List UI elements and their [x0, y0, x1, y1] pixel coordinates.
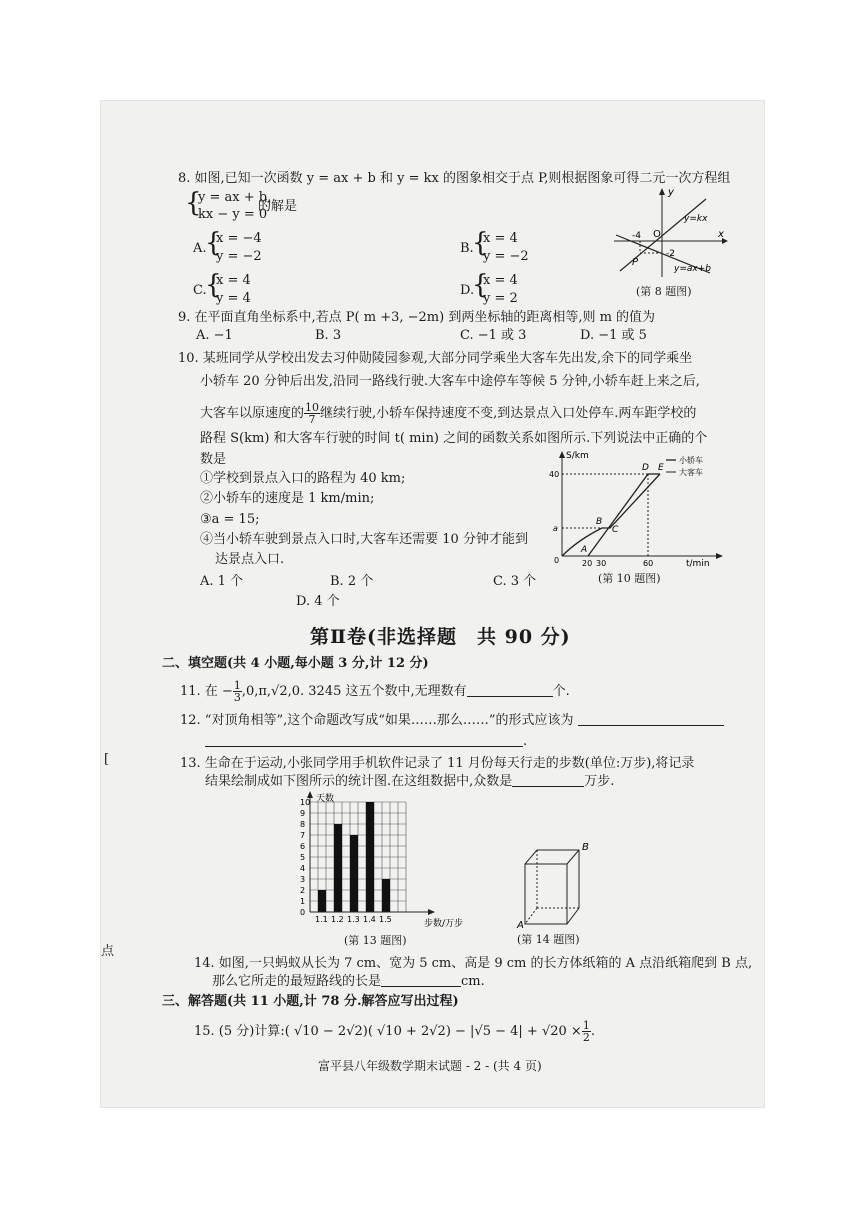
- q10-t-arrow: [716, 553, 723, 559]
- q10-s-arrow: [559, 451, 565, 458]
- q15-end: .: [590, 1024, 595, 1039]
- q14-edge-top-right: [567, 850, 579, 864]
- q13-y-tick-label: 7: [300, 831, 306, 840]
- q10-option-d: D. 4 个: [296, 594, 340, 609]
- q14-caption: (第 14 题图): [517, 933, 580, 946]
- q12-line-2: [205, 733, 527, 751]
- q13-x-tick-label: 1.5: [379, 915, 392, 924]
- q8-option-d-y: y = 2: [483, 291, 518, 306]
- q10-bus-line: [562, 474, 660, 556]
- q11-answer-blank[interactable]: [467, 684, 553, 697]
- q13-y-tick-label: 2: [300, 886, 306, 895]
- q10-tick-60: 60: [643, 559, 654, 568]
- q13-x-arrow: [428, 909, 435, 915]
- q14-hidden-left: [525, 908, 537, 924]
- q8-tick-m4: -4: [632, 231, 641, 241]
- q11-part-a: 11. 在 −: [180, 684, 233, 699]
- q8-system-eq2: kx − y = 0: [198, 207, 268, 222]
- q13-y-label: 天数: [316, 794, 335, 804]
- q15-frac-num: 1: [582, 1019, 590, 1032]
- q9-option-c: C. −1 或 3: [460, 328, 527, 343]
- q10-t-label: t/min: [686, 559, 710, 569]
- q10-tick-30: 30: [596, 559, 607, 568]
- q13-y-tick-label: 8: [300, 820, 306, 829]
- q8-option-a-brace: {: [205, 228, 222, 258]
- q11-part-b: ,0,π,√2,0. 3245 这五个数中,无理数有: [241, 684, 467, 699]
- q10-tick-20: 20: [582, 559, 593, 568]
- fill-in-section-heading: 二、填空题(共 4 小题,每小题 3 分,计 12 分): [162, 656, 429, 671]
- q10-line-4: 路程 S(km) 和大客车行驶的时间 t( min) 之间的函数关系如图所示.下列说法中正确的个: [200, 431, 708, 446]
- q10-point-d: D: [642, 463, 649, 473]
- q15-frac-den: 2: [582, 1031, 590, 1044]
- q12-answer-blank-2[interactable]: [205, 734, 523, 747]
- q10-statement-4-cont: 达景点入口.: [215, 552, 285, 567]
- q13-bar: [382, 879, 390, 912]
- q13-line-2a: 结果绘制成如下图所示的统计图.在这组数据中,众数是: [205, 774, 513, 789]
- q12: [180, 712, 724, 730]
- q8-option-b-x: x = 4: [483, 231, 518, 246]
- margin-mark-bracket: [: [104, 752, 110, 767]
- q11-part-c: 个.: [552, 684, 570, 699]
- q10-statement-2: ②小轿车的速度是 1 km/min;: [200, 491, 375, 506]
- q10-statement-4: ④当小轿车驶到景点入口时,大客车还需要 10 分钟才能到: [200, 532, 528, 547]
- q13-line-1: 13. 生命在于运动,小张同学用手机软件记录了 11 月份每天行走的步数(单位:万步),将记录: [180, 756, 695, 771]
- page-footer: 富平县八年级数学期末试题 - 2 - (共 4 页): [318, 1059, 542, 1073]
- q13-x-tick-label: 1.2: [331, 915, 344, 924]
- q10-point-c: C: [612, 525, 619, 535]
- q11-frac-den: 3: [233, 691, 241, 704]
- q12-stem: 12. “对顶角相等”,这个命题改写成“如果……那么……”的形式应该为: [180, 713, 574, 728]
- q8-origin-label: O: [653, 229, 661, 240]
- q8-x-label: x: [718, 229, 724, 240]
- q8-y-label: y: [668, 187, 674, 198]
- q13-y-tick-label: 10: [300, 798, 311, 807]
- q10-line-3b: 继续行驶,小轿车保持速度不变,到达景点入口处停车.两车距学校的: [320, 406, 697, 421]
- q13-y-tick-label: 3: [300, 875, 306, 884]
- q10-frac-den: 7: [308, 413, 316, 426]
- q8-brace: {: [185, 188, 202, 218]
- q8-option-a-label: A.: [193, 241, 207, 256]
- q8-y-arrow: [659, 188, 665, 195]
- q13-bar: [318, 890, 326, 912]
- q11-fraction: [233, 680, 242, 703]
- q8-option-b-brace: {: [472, 228, 489, 258]
- q15: [194, 1020, 595, 1043]
- q13-y-tick-label: 6: [300, 842, 306, 851]
- q14-point-b: B: [582, 842, 589, 853]
- q13-chart-xticks: [315, 915, 392, 924]
- q11: [180, 680, 570, 703]
- q12-answer-blank-1[interactable]: [578, 713, 724, 726]
- q8-option-a-x: x = −4: [216, 231, 262, 246]
- q15-fraction: [582, 1020, 591, 1043]
- q10-frac-num: 10: [305, 401, 320, 414]
- q10-fraction: [304, 402, 320, 425]
- q8-system-eq1: y = ax + b,: [198, 190, 272, 205]
- solve-section-heading: 三、解答题(共 11 小题,计 78 分.解答应写出过程): [162, 994, 459, 1009]
- q10-s-label: S/km: [566, 451, 589, 461]
- q13-bar-chart: [288, 790, 488, 932]
- q14-point-a: A: [517, 920, 524, 930]
- q10-statement-3: ③a = 15;: [200, 512, 260, 527]
- q14-line-2a: 那么它所走的最短路线的长是: [212, 974, 382, 989]
- q13-y-tick-label: 1: [300, 897, 306, 906]
- q8-tick-m2: -2: [666, 249, 675, 259]
- q14-line-2: [212, 973, 485, 991]
- q8-stem-tail: 的解是: [258, 199, 298, 214]
- q8-option-c-y: y = 4: [216, 291, 251, 306]
- q10-point-e: E: [658, 463, 664, 473]
- q13-x-tick-label: 1.1: [315, 915, 328, 924]
- q10-point-a: A: [581, 545, 588, 555]
- q8-label-kx: y=kx: [684, 214, 708, 224]
- q13-y-tick-label: 4: [300, 864, 306, 873]
- q9-option-b: B. 3: [315, 328, 342, 343]
- margin-mark-char: 点: [101, 944, 115, 959]
- q14-line-1: 14. 如图,一只蚂蚁从长为 7 cm、宽为 5 cm、高是 9 cm 的长方体纸箱的 A 点沿纸箱爬到 B 点,: [194, 956, 753, 971]
- q10-legend-car: 小轿车: [679, 456, 703, 465]
- q10-tick-0: 0: [554, 556, 560, 565]
- q13-x-label: 步数/万步: [424, 919, 464, 929]
- q13-bar: [366, 802, 374, 912]
- q13-bar: [350, 835, 358, 912]
- q8-stem: 8. 如图,已知一次函数 y = ax + b 和 y = kx 的图象相交于点 P,则根据图象可得二元一次方程组: [178, 171, 731, 186]
- q8-label-axb: y=ax+b: [674, 264, 711, 274]
- q13-caption: (第 13 题图): [344, 934, 407, 947]
- q15-expression: 15. (5 分)计算:( √10 − 2√2)( √10 + 2√2) − |√5 − 4| + √20 ×: [194, 1024, 582, 1039]
- q11-frac-num: 1: [233, 679, 241, 692]
- q10-option-b: B. 2 个: [330, 574, 374, 589]
- q13-x-tick-label: 1.3: [347, 915, 360, 924]
- q8-option-c-x: x = 4: [216, 273, 251, 288]
- q14-box-outline: [525, 850, 579, 924]
- q10-line-1: 10. 某班同学从学校出发去习仲勋陵园参观,大部分同学乘坐大客车先出发,余下的同学乘坐: [178, 351, 693, 366]
- q10-statement-1: ①学校到景点入口的路程为 40 km;: [200, 471, 406, 486]
- q8-option-b-label: B.: [460, 241, 474, 256]
- q8-point-p: P: [632, 257, 639, 268]
- q10-caption: (第 10 题图): [598, 572, 661, 585]
- q13-line-2b: 万步.: [584, 774, 615, 789]
- q10-tick-a: a: [553, 524, 558, 533]
- q12-end: .: [523, 734, 528, 749]
- q10-line-3a: 大客车以原速度的: [200, 406, 305, 421]
- q8-option-c-label: C.: [193, 283, 207, 298]
- q13-y-tick-label: 9: [300, 809, 306, 818]
- q13-y-tick-label: 0: [300, 908, 306, 917]
- q10-line-3: [200, 402, 696, 425]
- q13-x-tick-label: 1.4: [363, 915, 376, 924]
- q10-line-2: 小轿车 20 分钟后出发,沿同一路线行驶.大客车中途停车等候 5 分钟,小轿车赶上来之后,: [200, 374, 700, 389]
- q8-option-b-y: y = −2: [483, 249, 529, 264]
- q10-point-b: B: [596, 517, 603, 527]
- q13-answer-blank[interactable]: [512, 774, 584, 787]
- q10-line-5: 数是: [200, 452, 227, 467]
- q13-line-2: [205, 773, 614, 791]
- q10-option-c: C. 3 个: [493, 574, 537, 589]
- q8-option-c-brace: {: [205, 270, 222, 300]
- q13-y-arrow: [307, 791, 313, 798]
- q8-option-d-label: D.: [460, 283, 475, 298]
- q8-option-d-x: x = 4: [483, 273, 518, 288]
- q8-caption: (第 8 题图): [636, 285, 692, 298]
- q9-stem: 9. 在平面直角坐标系中,若点 P( m +3, −2m) 到两坐标轴的距离相等,则 m 的值为: [178, 310, 656, 325]
- q13-bar: [334, 824, 342, 912]
- q10-figure: [548, 448, 728, 570]
- part-2-title: 第Ⅱ卷(非选择题 共 90 分): [310, 626, 571, 648]
- q8-figure: [610, 185, 730, 280]
- q8-option-d-brace: {: [472, 270, 489, 300]
- q13-y-tick-label: 5: [300, 853, 306, 862]
- q10-option-a: A. 1 个: [200, 574, 244, 589]
- q9-option-a: A. −1: [196, 328, 233, 343]
- q8-option-a-y: y = −2: [216, 249, 262, 264]
- q13-chart-yticks: [300, 798, 310, 917]
- q9-option-d: D. −1 或 5: [580, 328, 647, 343]
- q10-car-line: [588, 474, 648, 556]
- q14-answer-blank[interactable]: [381, 974, 461, 987]
- q10-legend-bus: 大客车: [679, 468, 703, 477]
- q14-box-figure: [515, 836, 595, 930]
- q10-tick-40: 40: [549, 470, 560, 479]
- q14-line-2b: cm.: [461, 974, 485, 989]
